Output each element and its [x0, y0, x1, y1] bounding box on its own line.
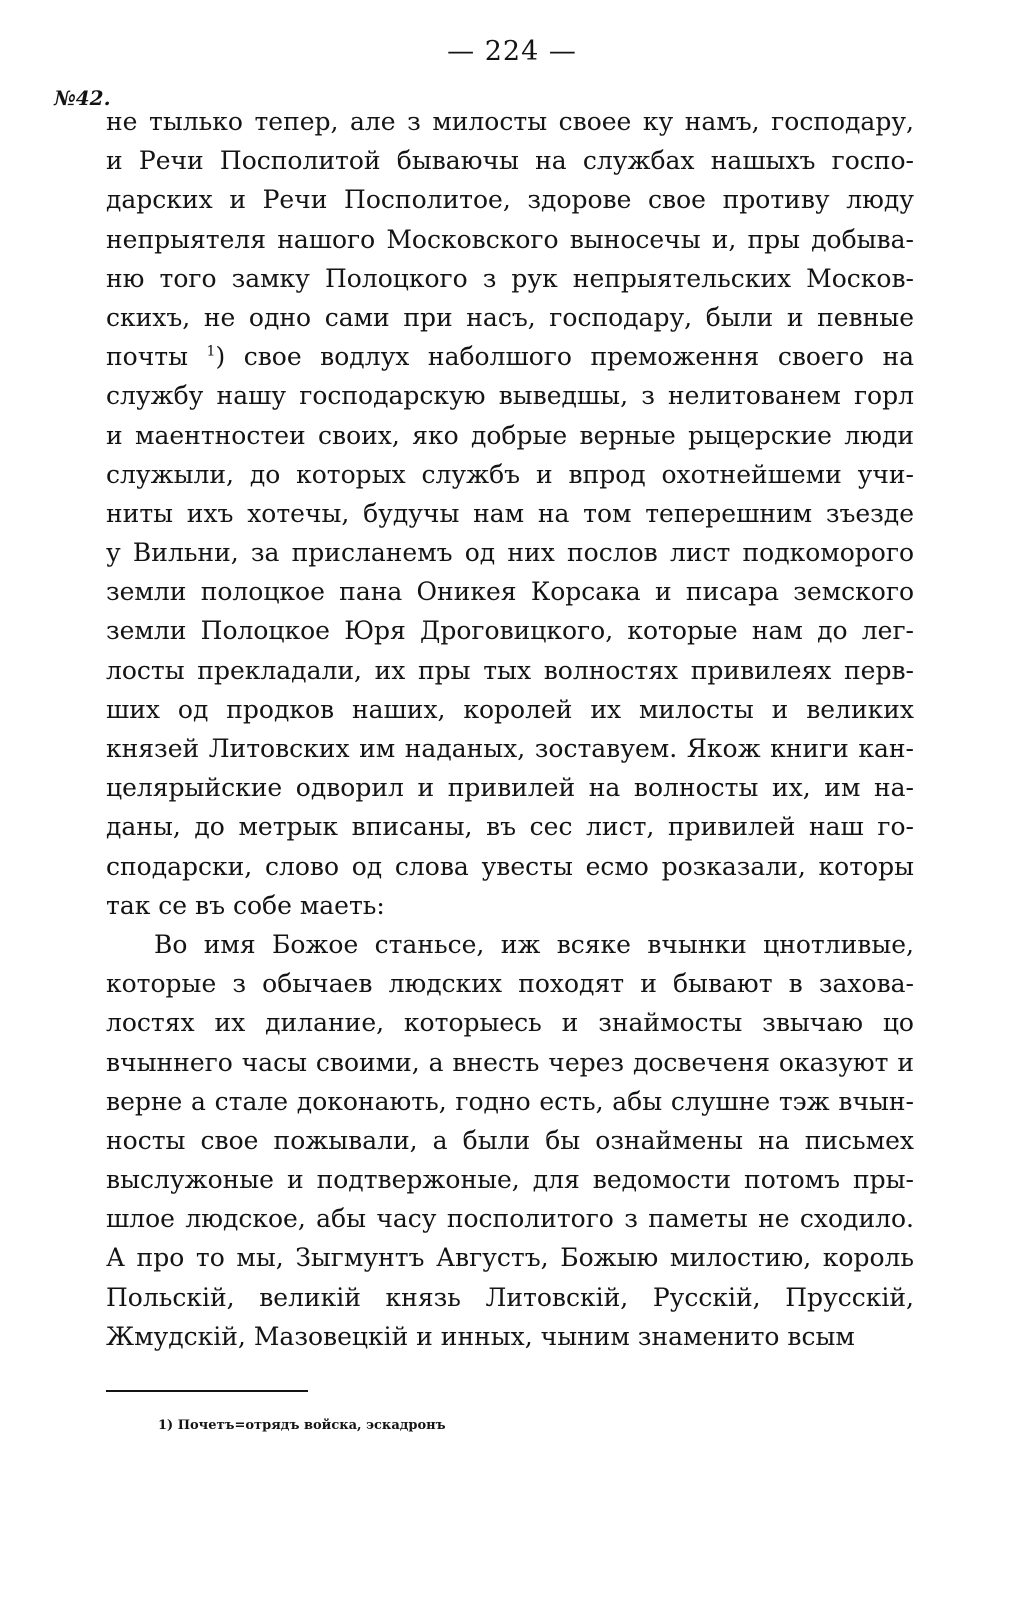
text-line: служыли, до которых службъ и впрод охотнейшеми учи- [106, 459, 914, 489]
paragraph [106, 925, 914, 1356]
page-number: — 224 — [447, 36, 577, 67]
text-line: ню того замку Полоцкого з рук непрыятельских Москов- [106, 263, 914, 293]
text-line: князей Литовских им наданых, зоставуем. Якож книги кан- [106, 734, 914, 763]
text-line: скихъ, не одно сами при насъ, господару, были и певные [106, 302, 914, 332]
text-line: лостях их дилание, которыесь и знаймосты звычаю цо [106, 1008, 914, 1038]
text-line: лосты прекладали, их пры тых волностях привилеях перв- [106, 655, 914, 685]
text-line: носты свое пожывали, а были бы ознаймены на письмех [106, 1125, 914, 1155]
text-line: службу нашу господарскую выведшы, з нелитованем горл [106, 381, 914, 411]
footnote-reference: 1 [206, 343, 216, 360]
text-line: земли Полоцкое Юря Дроговицкого, которые нам до лег- [106, 616, 914, 646]
text-line: сподарски, слово од слова увесты есмо розказали, которы [106, 851, 914, 881]
text-line: ших од продков наших, королей их милосты и великих [106, 694, 914, 724]
text-line: даны, до метрык вписаны, въ сес лист, привилей наш го- [106, 812, 914, 842]
text-line: почты $^1$) свое водлух наболшого преможення своего на [106, 342, 915, 372]
text-line: Жмудскій, Мазовецкій и инных, чыним знаменито всым [106, 1321, 855, 1351]
paragraph [106, 102, 914, 925]
text-line: дарских и Речи Посполитое, здорове свое противу люду [106, 185, 914, 215]
text-line: непрыятеля нашого Московского выносечы и, пры добыва- [106, 224, 914, 254]
document-number-mark: №42. [54, 86, 111, 110]
text-line: которые з обычаев людских походят и бывают в захова- [106, 969, 914, 999]
text-line: А про то мы, Зыгмунтъ Августъ, Божыю милостию, король [106, 1243, 914, 1273]
text-line: вчыннего часы своими, а внесть через досвеченя оказуют и [106, 1047, 914, 1077]
text-line: так се въ собе маеть: [106, 890, 385, 920]
footnote-divider [106, 1390, 308, 1392]
text-line: Во имя Божое станьсе, иж всяке вчынки цнотливые, [154, 929, 914, 959]
text-line: земли полоцкое пана Оникея Корсака и писара земского [106, 577, 914, 607]
main-text [106, 102, 914, 1356]
text-line: целярыйские одворил и привилей на волносты их, им на- [106, 773, 914, 803]
text-line: ниты ихъ хотечы, будучы нам на том теперешним зъезде [106, 498, 914, 528]
footnote-text: Почетъ=отрядъ войска, эскадронъ [177, 1418, 446, 1433]
text-line: шлое людское, абы часу посполитого з паметы не сходило. [106, 1204, 914, 1234]
text-line: и Речи Посполитой бываючы на службах нашыхъ госпо- [106, 146, 914, 176]
footnote [158, 1418, 446, 1433]
text-line: Польскій, великій князь Литовскій, Русскій, Прусскій, [106, 1282, 914, 1312]
footnote-marker: 1) [158, 1418, 174, 1433]
text-line: у Вильни, за присланемъ од них послов лист подкоморого [106, 538, 914, 568]
text-line: выслужоные и подтвержоные, для ведомости потомъ пры- [106, 1165, 914, 1195]
text-line: и маентностеи своих, яко добрые верные рыцерские люди [106, 420, 914, 450]
text-line: не тылько тепер, але з милосты своее ку намъ, господару, [106, 107, 914, 136]
text-line: верне а стале доконають, годно есть, абы слушне тэж вчын- [106, 1086, 914, 1116]
